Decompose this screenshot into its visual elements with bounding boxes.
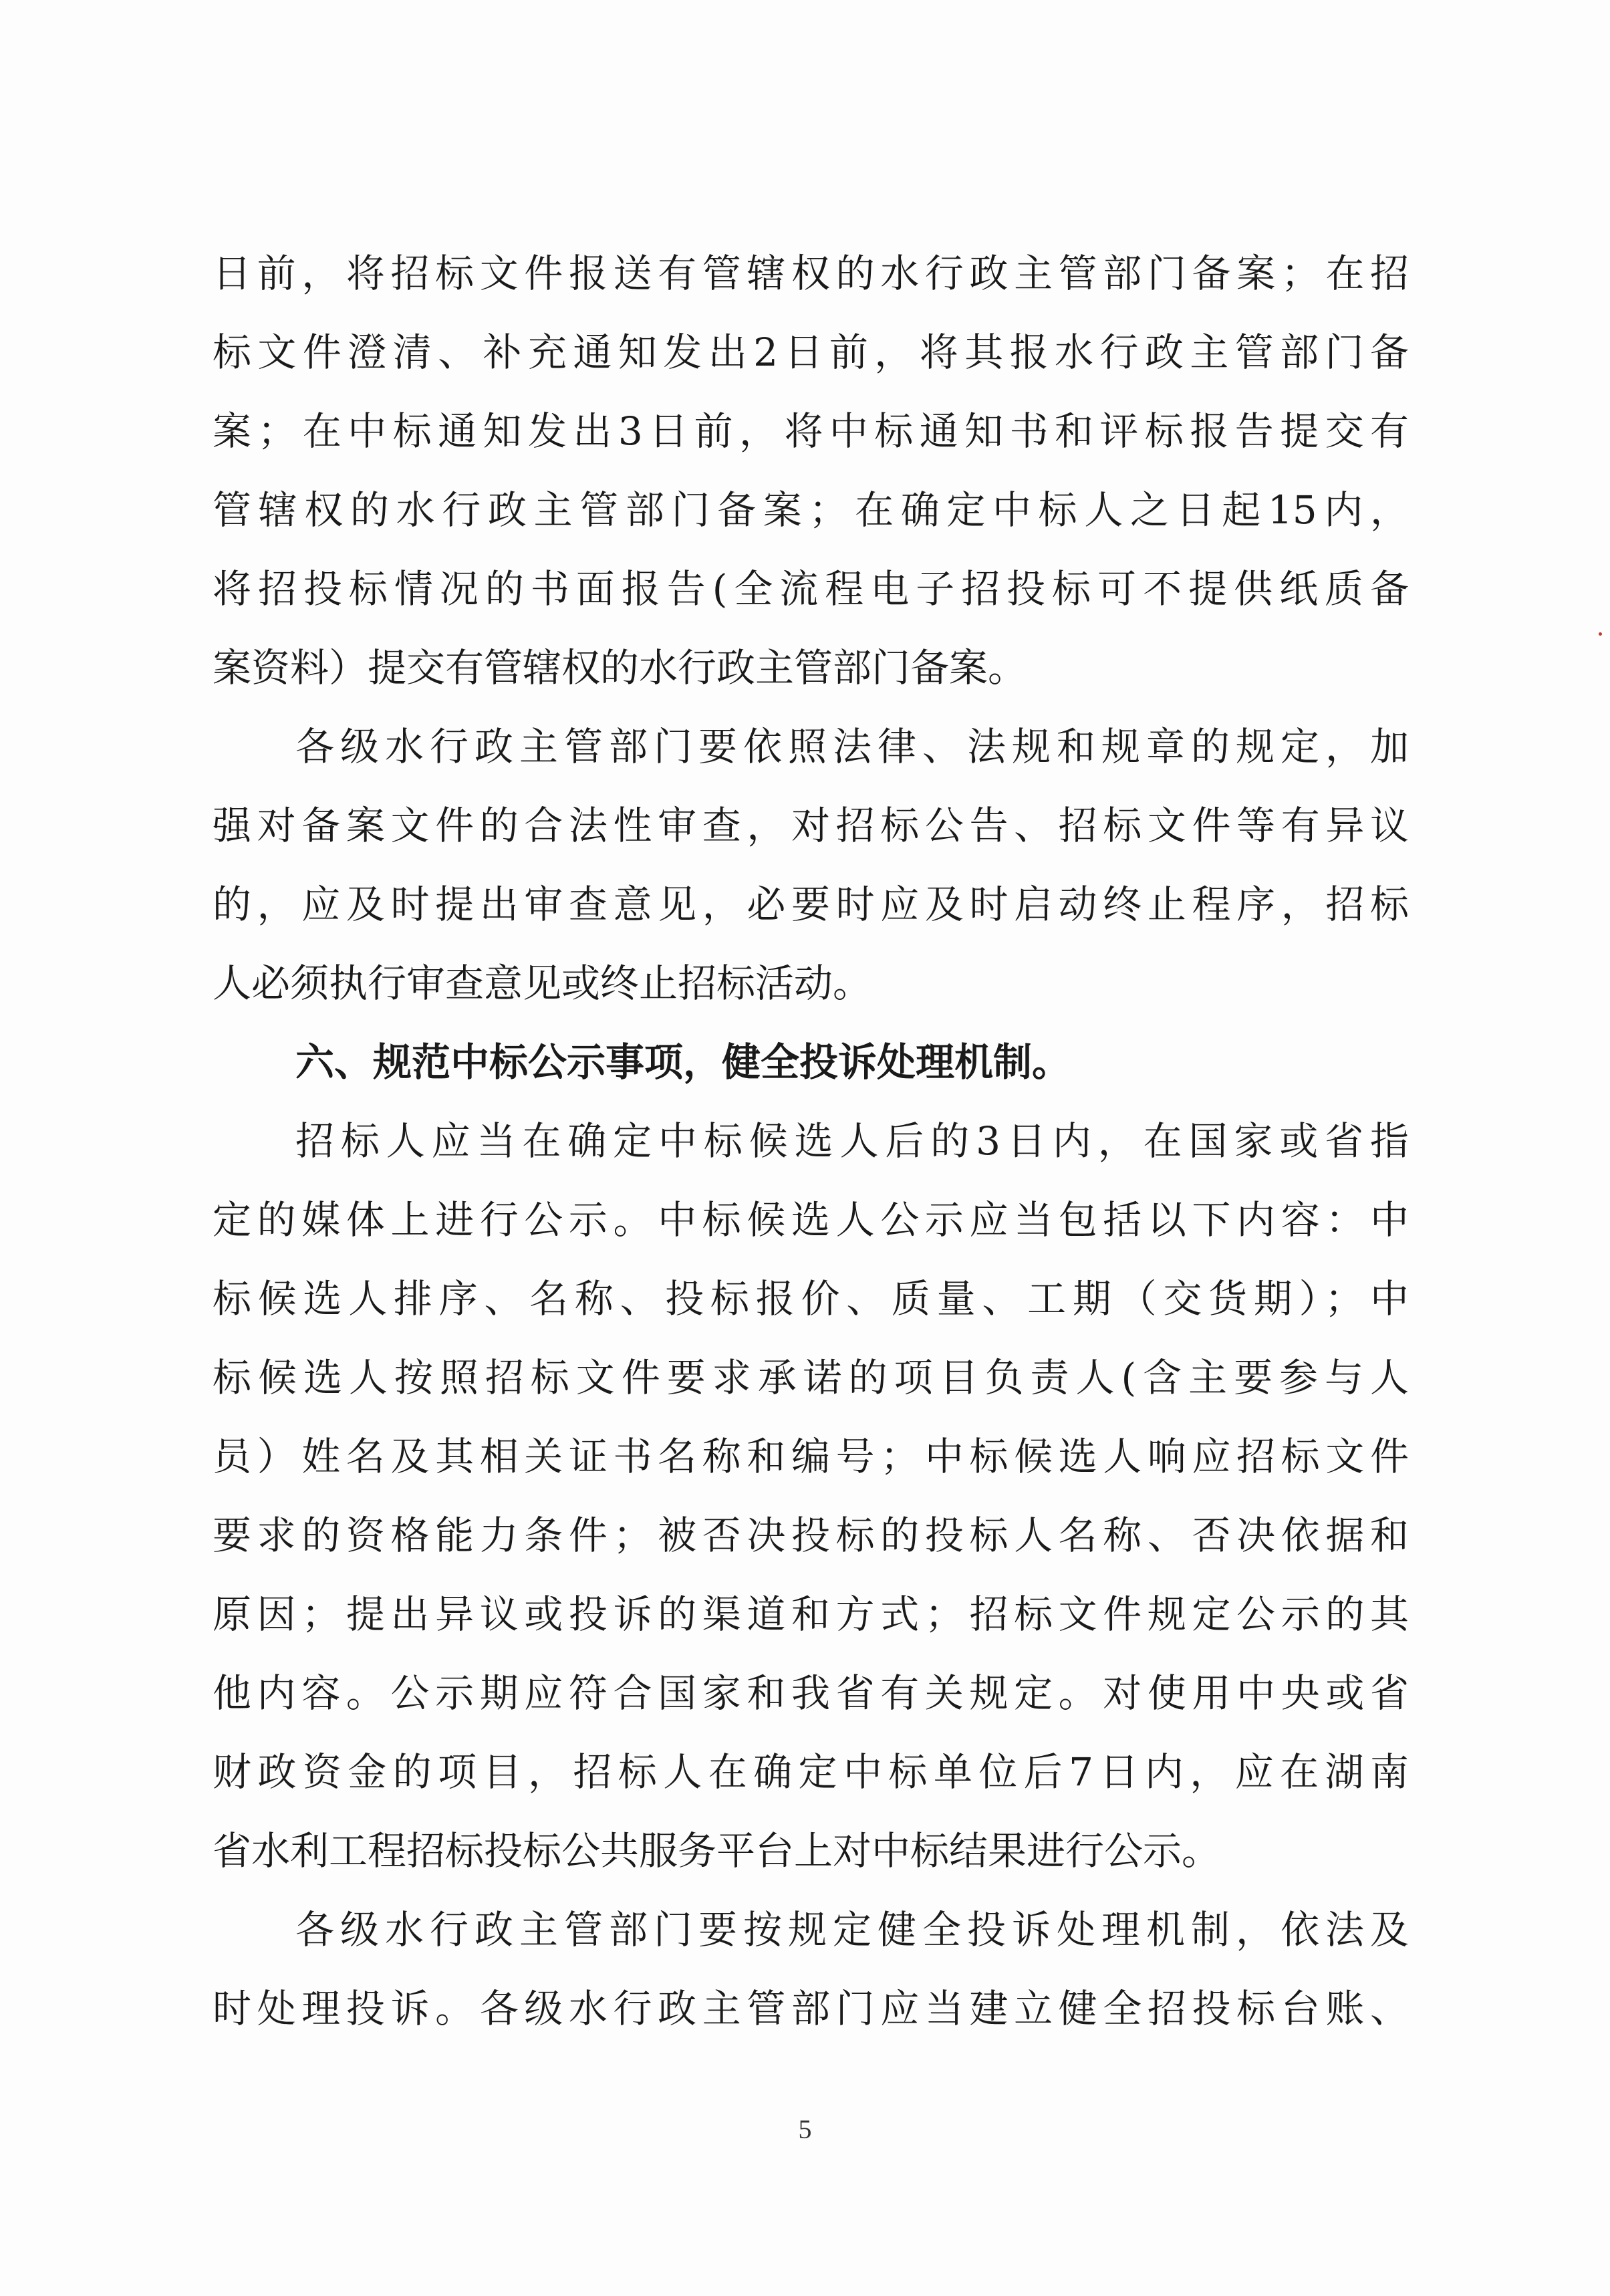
text-line: 将招投标情况的书面报告(全流程电子招投标可不提供纸质备 <box>213 566 1409 612</box>
text-line: 定的媒体上进行公示。中标候选人公示应当包括以下内容：中 <box>213 1197 1409 1243</box>
paragraph-complaint-handling <box>213 1890 1409 2048</box>
text-line: 时处理投诉。各级水行政主管部门应当建立健全招投标台账、 <box>213 1986 1409 2031</box>
section-heading-text: 六、规范中标公示事项，健全投诉处理机制。 <box>295 1039 1071 1085</box>
document-body <box>213 234 1409 2048</box>
page-number: 5 <box>798 2114 812 2144</box>
text-line: 标候选人排序、名称、投标报价、质量、工期（交货期）；中 <box>213 1276 1409 1321</box>
text-line: 各级水行政主管部门要按规定健全投诉处理机制，依法及 <box>295 1907 1409 1952</box>
text-line: 日前，将招标文件报送有管辖权的水行政主管部门备案；在招 <box>213 251 1409 296</box>
text-line: 标文件澄清、补充通知发出2日前，将其报水行政主管部门备 <box>213 330 1409 375</box>
text-line: 标候选人按照招标文件要求承诺的项目负责人(含主要参与人 <box>213 1355 1409 1400</box>
text-line: 省水利工程招标投标公共服务平台上对中标结果进行公示。 <box>213 1828 1221 1874</box>
paragraph-filing-requirements <box>213 234 1409 707</box>
text-line: 案；在中标通知发出3日前，将中标通知书和评标报告提交有 <box>213 408 1409 454</box>
paragraph-review-duties <box>213 707 1409 1023</box>
scan-speck <box>1599 632 1602 636</box>
text-line: 他内容。公示期应符合国家和我省有关规定。对使用中央或省 <box>213 1670 1409 1716</box>
text-line: 原因；提出异议或投诉的渠道和方式；招标文件规定公示的其 <box>213 1591 1409 1637</box>
section-heading <box>213 1023 1409 1102</box>
text-line: 招标人应当在确定中标候选人后的3日内，在国家或省指 <box>295 1118 1409 1164</box>
text-line: 案资料）提交有管辖权的水行政主管部门备案。 <box>213 645 1027 690</box>
text-line: 要求的资格能力条件；被否决投标的投标人名称、否决依据和 <box>213 1513 1409 1558</box>
paragraph-publicity-content <box>213 1102 1409 1890</box>
text-line: 管辖权的水行政主管部门备案；在确定中标人之日起15内， <box>213 487 1409 533</box>
text-line: 强对备案文件的合法性审查，对招标公告、招标文件等有异议 <box>213 803 1409 848</box>
text-line: 的，应及时提出审查意见，必要时应及时启动终止程序，招标 <box>213 882 1409 927</box>
text-line: 员）姓名及其相关证书名称和编号；中标候选人响应招标文件 <box>213 1434 1409 1479</box>
text-line: 人必须执行审查意见或终止招标活动。 <box>213 961 872 1006</box>
text-line: 各级水行政主管部门要依照法律、法规和规章的规定，加 <box>295 724 1409 769</box>
text-line: 财政资金的项目，招标人在确定中标单位后7日内，应在湖南 <box>213 1749 1409 1795</box>
